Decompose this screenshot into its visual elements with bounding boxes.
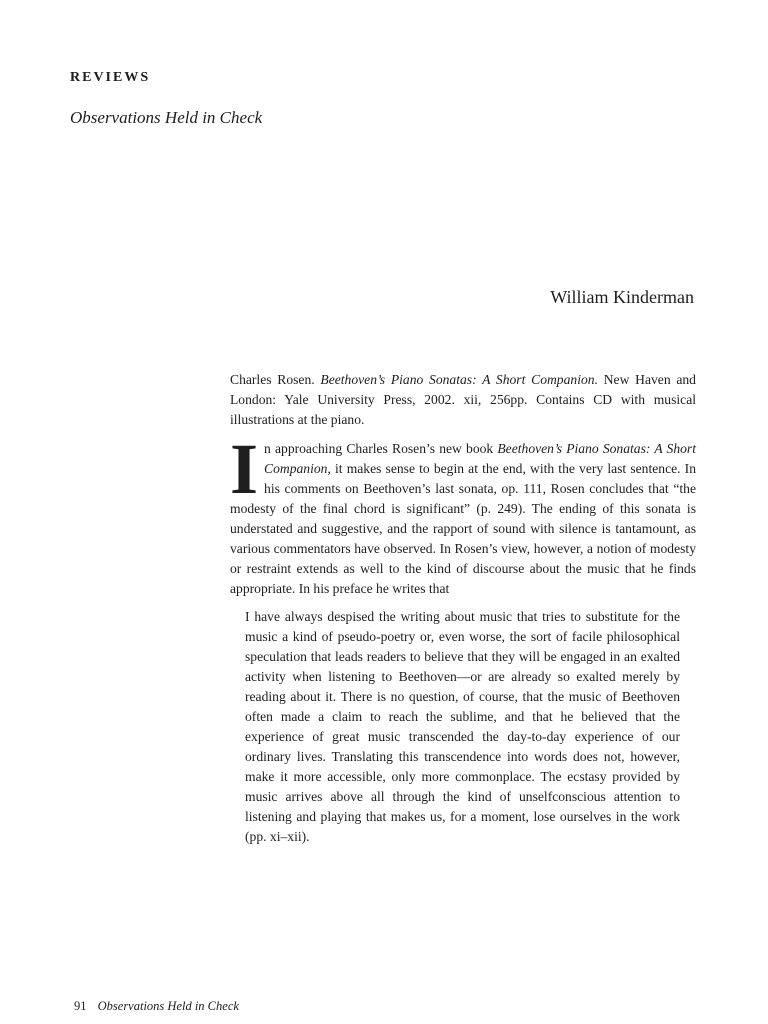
- article-title: Observations Held in Check: [70, 108, 263, 127]
- opening-paragraph: [230, 429, 696, 599]
- paragraph-text-2: it makes sense to begin at the end, with the very last sentence. In his comments on Beethoven’s last sonata, op. 111, Rosen concludes that “the modesty of the final chord is significant” (p. 249). The ending of this sonata is understated and suggestive, and the rapport of sound with silence is tantamount, as various commentators have observed. In Rosen’s view, however, a notion of modesty or restraint extends as well to the kind of discourse about the music that he finds appropriate. In his preface he writes that: [230, 461, 696, 596]
- citation-details: New Haven and London: Yale University Press, 2002. xii, 256pp. Contains CD with musical illustrations at the piano.: [230, 372, 696, 427]
- drop-cap: I: [230, 429, 259, 509]
- paragraph-text-1: n approaching Charles Rosen’s new book: [264, 441, 498, 456]
- author-name: William Kinderman: [550, 287, 694, 307]
- page-number: 91: [74, 999, 87, 1013]
- book-citation: [230, 370, 696, 430]
- citation-author: Charles Rosen.: [230, 372, 315, 387]
- article-body: [230, 370, 696, 847]
- paragraph-book-title: Beethoven’s Piano Sonatas: A Short Companion,: [264, 441, 696, 476]
- citation-book-title: Beethoven’s Piano Sonatas: A Short Companion.: [320, 372, 598, 387]
- section-label: REVIEWS: [70, 70, 151, 85]
- block-quote: I have always despised the writing about music that tries to substitute for the music a kind of pseudo-poetry or, even worse, the sort of facile philosophical speculation that leads readers to believe that they will be engaged in an exalted activity when listening to Beethoven—or are already so exalted merely by reading about it. There is no question, of course, that the music of Beethoven often made a claim to reach the sublime, and that he believed that the experience of great music transcended the day-to-day experience of our ordinary lives. Translating this transcendence into words does not, however, make it more accessible, only more commonplace. The ecstasy provided by music arrives above all through the kind of unselfconscious attention to listening and playing that makes us, for a moment, lose ourselves in the work (pp. xi–xii).: [245, 609, 680, 844]
- running-title: Observations Held in Check: [97, 999, 239, 1013]
- page-footer: [74, 999, 239, 1014]
